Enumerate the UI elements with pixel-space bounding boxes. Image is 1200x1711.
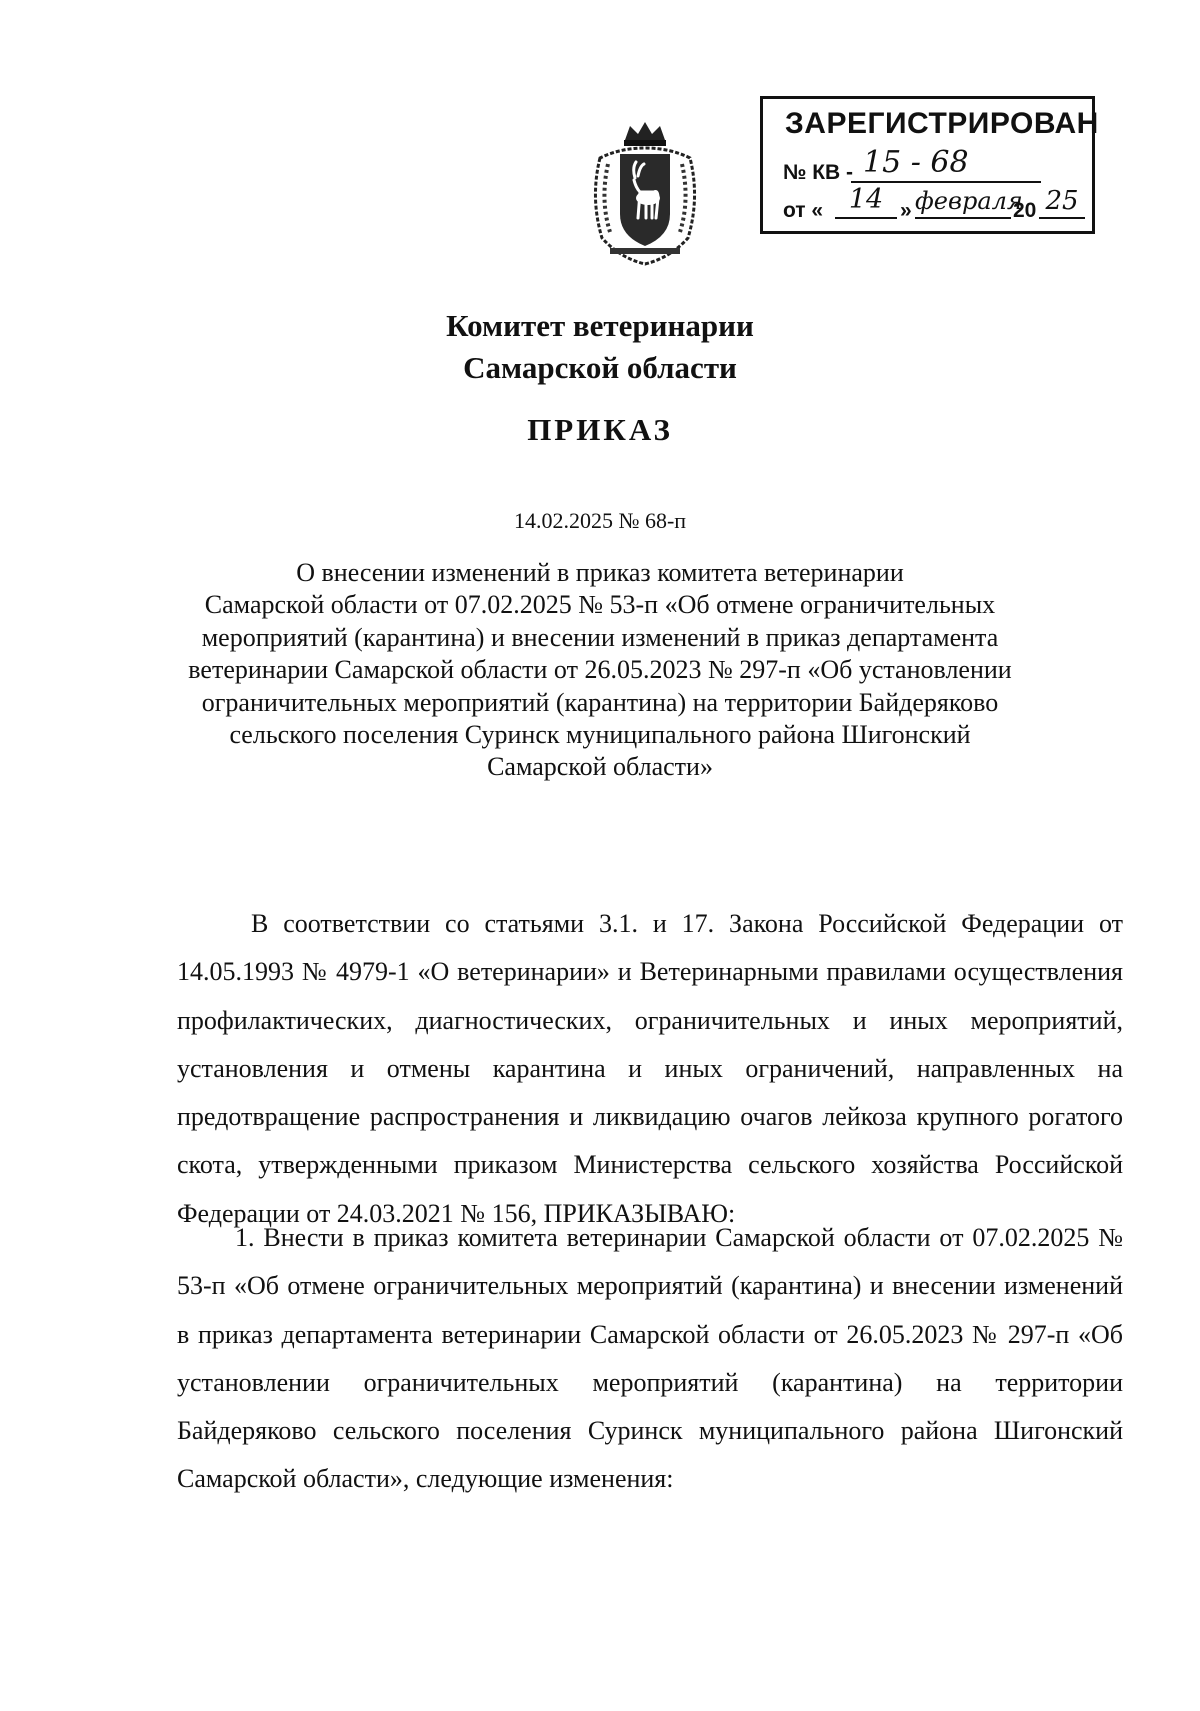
- order-word: ПРИКАЗЫВАЮ:: [543, 1198, 736, 1228]
- stamp-date-month: февраля: [915, 185, 1011, 219]
- organization-name-line: Самарской области: [463, 350, 737, 385]
- stamp-date-quote: »: [900, 199, 912, 222]
- subject-line: О внесении изменений в приказ комитета ветеринарии: [296, 558, 904, 587]
- coat-of-arms-emblem: [580, 118, 710, 268]
- preamble-line: лейкоза крупного рогатого скота, утвержденными приказом Министерства: [177, 1102, 1123, 1180]
- item-line: и внесении изменений в приказ департамента ветеринарии Самарской: [177, 1271, 1123, 1349]
- item-line: мероприятий (карантина) на территории Байдеряково сельского поселения: [177, 1367, 1124, 1446]
- subject-line: сельского поселения Суринск муниципального района Шигонский: [229, 720, 971, 750]
- preamble-line: сельского хозяйства Российской Федерации от 24.03.2021 № 156,: [177, 1150, 1124, 1228]
- stamp-date-day: 14: [835, 183, 897, 219]
- order-item-1-paragraph: [177, 1214, 1123, 1504]
- preamble-paragraph: [177, 900, 1123, 1238]
- stamp-number-label: № КВ -: [783, 161, 854, 184]
- preamble-line: и иных мероприятий, установления и отмены карантина и иных ограничений,: [177, 1005, 1123, 1083]
- subject-line: Самарской области»: [487, 752, 713, 782]
- stamp-title: ЗАРЕГИСТРИРОВАН: [785, 107, 1099, 140]
- document-date-number: 14.02.2025 № 68-п: [513, 508, 687, 533]
- subject-line: мероприятий (карантина) и внесении изменений в приказ департамента: [201, 622, 999, 652]
- subject-line: ограничительных мероприятий (карантина) на территории Байдеряково: [201, 687, 999, 717]
- item-line: области от 26.05.2023 № 297-п «Об установлении ограничительных: [177, 1319, 1123, 1397]
- item-line: 1. Внести в приказ комитета ветеринарии Самарской области: [235, 1223, 931, 1252]
- stamp-date-year: 25: [1039, 185, 1085, 219]
- preamble-line: от 14.05.1993 № 4979-1 «О ветеринарии» и Ветеринарными правилами: [177, 909, 1124, 987]
- registration-stamp: [760, 96, 1099, 234]
- document-subject: [0, 557, 1200, 784]
- preamble-line: В соответствии со статьями 3.1. и 17. Закона Российской Федерации: [251, 909, 1085, 938]
- preamble-line: направленных на предотвращение распространения и ликвидацию очагов: [177, 1053, 1124, 1132]
- organization-name-line: Комитет ветеринарии: [446, 308, 754, 343]
- organization-name: [0, 305, 1200, 389]
- stamp-number-value: 15 - 68: [851, 145, 1041, 183]
- item-line: следующие изменения:: [415, 1464, 674, 1494]
- stamp-date-label: от «: [783, 199, 824, 222]
- item-line: Суринск муниципального района Шигонский Самарской области»,: [177, 1416, 1123, 1494]
- item-line: от 07.02.2025 № 53-п «Об отмене ограничительных мероприятий (карантина): [177, 1223, 1124, 1301]
- preamble-line: осуществления профилактических, диагностических, ограничительных: [177, 957, 1123, 1035]
- subject-line: ветеринарии Самарской области от 26.05.2023 № 297-п «Об установлении: [188, 655, 1012, 685]
- stamp-date-year-prefix: 20: [1013, 199, 1037, 222]
- subject-line: Самарской области от 07.02.2025 № 53-п «Об отмене ограничительных: [204, 590, 996, 620]
- document-type-heading: ПРИКАЗ: [527, 412, 673, 447]
